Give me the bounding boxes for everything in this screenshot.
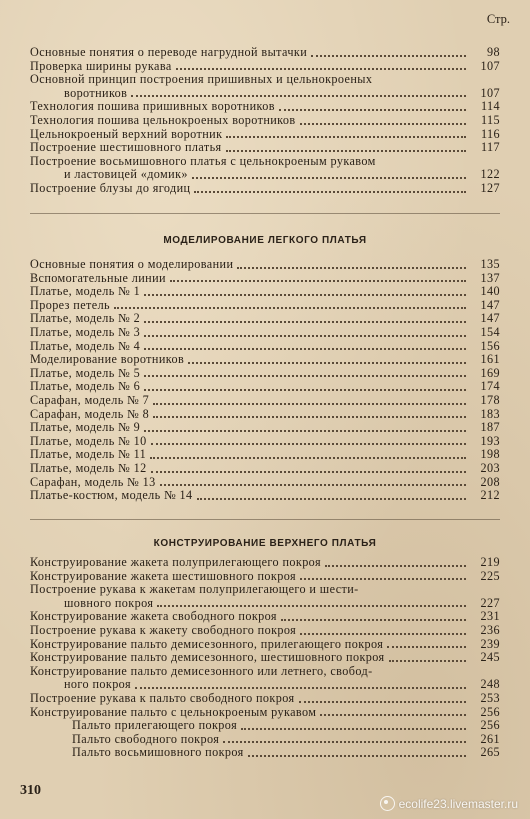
dot-leader — [299, 700, 466, 703]
toc-section-1 — [30, 46, 500, 196]
toc-entry-title: Сарафан, модель № 13 — [30, 474, 156, 489]
dot-leader — [192, 176, 466, 179]
page-number: 310 — [20, 783, 41, 798]
watermark-text: ecolife23.livemaster.ru — [398, 796, 518, 811]
section-divider — [30, 519, 500, 520]
toc-entry — [30, 299, 500, 313]
toc-entry-page: 261 — [480, 731, 500, 746]
dot-leader — [170, 279, 466, 282]
toc-entry-page: 236 — [480, 622, 500, 637]
toc-entry-title: Платье, модель № 11 — [30, 447, 147, 462]
toc-entry — [30, 706, 500, 720]
toc-entry-page: 127 — [480, 180, 500, 195]
toc-entry-page: 156 — [480, 338, 500, 353]
toc-entry-page: 183 — [480, 406, 500, 421]
toc-entry-page: 107 — [480, 85, 500, 100]
toc-entry — [30, 610, 500, 624]
toc-entry-page: 154 — [480, 324, 500, 339]
toc-entry-page: 137 — [480, 270, 500, 285]
toc-entry-title: Конструирование пальто демисезонного, шестишовного покроя — [30, 650, 385, 665]
toc-entry-title: Прорез петель — [30, 297, 111, 312]
toc-entry-page: 239 — [480, 636, 500, 651]
toc-entry-page: 193 — [480, 433, 500, 448]
dot-leader — [144, 320, 466, 323]
dot-leader — [157, 604, 466, 607]
dot-leader — [248, 754, 466, 757]
toc-entry-title: Построение шестишовного платья — [30, 140, 222, 155]
toc-entry-title: Сарафан, модель № 8 — [30, 406, 150, 421]
toc-entry-title: Построение восьмишовного платья с цельнокроеным рукавом — [30, 153, 376, 168]
toc-entry-page: 245 — [480, 650, 500, 665]
toc-entry-title: Цельнокроеный верхний воротник — [30, 126, 223, 141]
dot-leader — [226, 135, 466, 138]
toc-entry-title-continued: шовного покроя — [64, 595, 154, 610]
toc-entry-title: Построение рукава к жакету свободного покроя — [30, 622, 297, 637]
toc-entry-title-continued: ного покроя — [64, 677, 131, 692]
toc-entry-title: Конструирование пальто с цельнокроеным рукавом — [30, 704, 317, 719]
toc-entry-page: 169 — [480, 365, 500, 380]
toc-entry-title: Технология пошива пришивных воротников — [30, 99, 275, 114]
dot-leader — [320, 713, 466, 716]
toc-entry-title: Построение блузы до ягодиц — [30, 180, 191, 195]
toc-entry-title: Платье, модель № 6 — [30, 379, 141, 394]
toc-entry — [30, 624, 500, 638]
page-column-header: Стр. — [486, 12, 510, 26]
toc-entry — [30, 583, 500, 610]
toc-entry — [30, 746, 500, 760]
toc-entry-title: Основные понятия о моделировании — [30, 257, 234, 271]
toc-entry — [30, 367, 500, 381]
toc-entry — [30, 665, 500, 692]
toc-entry-page: 140 — [480, 284, 500, 299]
toc-entry — [30, 182, 500, 196]
toc-entry-page: 115 — [480, 112, 500, 127]
section-title: КОНСТРУИРОВАНИЕ ВЕРХНЕГО ПЛАТЬЯ — [153, 538, 377, 549]
toc-entry — [30, 408, 500, 422]
toc-entry-page: 208 — [480, 474, 500, 489]
dot-leader — [144, 374, 466, 377]
dot-leader — [131, 94, 466, 97]
toc-entry-title: Технология пошива цельнокроеных воротников — [30, 112, 296, 127]
toc-entry — [30, 476, 500, 490]
dot-leader — [241, 727, 466, 730]
toc-entry — [30, 353, 500, 367]
toc-entry-title: Проверка ширины рукава — [30, 58, 172, 73]
toc-entry — [30, 448, 500, 462]
dot-leader — [160, 483, 466, 486]
dot-leader — [226, 149, 466, 152]
dot-leader — [188, 361, 466, 364]
dot-leader — [311, 54, 466, 57]
toc-entry-title: Пальто свободного покроя — [72, 731, 220, 746]
dot-leader — [300, 122, 466, 125]
toc-entry-title: Платье, модель № 9 — [30, 420, 141, 435]
toc-entry-title-continued: воротников — [64, 85, 128, 100]
toc-entry-page: 219 — [480, 555, 500, 569]
toc-entry-title: Основной принцип построения пришивных и цельнокроеных — [30, 72, 373, 87]
toc-entry-page: 248 — [480, 677, 500, 692]
toc-entry — [30, 60, 500, 74]
toc-entry-title: Построение рукава к жакетам полуприлегающего и шести- — [30, 582, 359, 597]
toc-entry-title: Основные понятия о переводе нагрудной вытачки — [30, 45, 308, 59]
toc-entry — [30, 570, 500, 584]
dot-leader — [387, 645, 466, 648]
toc-entry — [30, 114, 500, 128]
toc-entry-page: 198 — [480, 447, 500, 462]
toc-entry-title: Вспомогательные линии — [30, 270, 166, 285]
toc-entry — [30, 462, 500, 476]
dot-leader — [194, 190, 466, 193]
toc-entry-title: Конструирование жакета свободного покроя — [30, 609, 277, 624]
dot-leader — [114, 306, 466, 309]
watermark — [380, 796, 518, 811]
toc-entry — [30, 326, 500, 340]
dot-leader — [150, 456, 466, 459]
toc-entry — [30, 556, 500, 570]
section-title: МОДЕЛИРОВАНИЕ ЛЕГКОГО ПЛАТЬЯ — [163, 235, 367, 246]
toc-entry-title: Платье-костюм, модель № 14 — [30, 488, 193, 503]
dot-leader — [144, 334, 466, 337]
toc-entry-page: 147 — [480, 311, 500, 326]
toc-entry-page: 147 — [480, 297, 500, 312]
toc-section-2 — [30, 258, 500, 503]
toc-entry-title: Пальто прилегающего покроя — [72, 718, 238, 733]
toc-entry — [30, 421, 500, 435]
toc-entry-title: Сарафан, модель № 7 — [30, 392, 150, 407]
toc-entry — [30, 340, 500, 354]
toc-entry-title: Построение рукава к пальто свободного покроя — [30, 690, 295, 705]
toc-entry — [30, 651, 500, 665]
toc-entry-title: Платье, модель № 2 — [30, 311, 141, 326]
dot-leader — [389, 659, 466, 662]
toc-entry — [30, 719, 500, 733]
toc-entry — [30, 692, 500, 706]
toc-entry — [30, 394, 500, 408]
dot-leader — [144, 293, 466, 296]
dot-leader — [176, 67, 466, 70]
toc-entry-page: 225 — [480, 568, 500, 583]
toc-entry-title: Моделирование воротников — [30, 352, 185, 367]
dot-leader — [325, 564, 466, 567]
toc-entry-page: 227 — [480, 595, 500, 610]
toc-section-3 — [30, 556, 500, 760]
dot-leader — [144, 429, 466, 432]
dot-leader — [300, 632, 466, 635]
toc-entry — [30, 435, 500, 449]
toc-entry-page: 253 — [480, 690, 500, 705]
toc-entry-page: 135 — [480, 257, 500, 271]
dot-leader — [237, 266, 466, 269]
toc-entry-page: 231 — [480, 609, 500, 624]
dot-leader — [144, 388, 466, 391]
toc-entry-page: 256 — [480, 704, 500, 719]
toc-entry-page: 161 — [480, 352, 500, 367]
toc-entry-title: Платье, модель № 3 — [30, 324, 141, 339]
toc-entry — [30, 141, 500, 155]
toc-entry — [30, 638, 500, 652]
toc-entry — [30, 285, 500, 299]
toc-entry-title: Платье, модель № 10 — [30, 433, 147, 448]
dot-leader — [144, 347, 466, 350]
toc-entry-title: Платье, модель № 4 — [30, 338, 141, 353]
dot-leader — [197, 497, 466, 500]
dot-leader — [223, 740, 466, 743]
toc-entry-title: Платье, модель № 5 — [30, 365, 141, 380]
toc-entry — [30, 489, 500, 503]
toc-entry-page: 98 — [487, 45, 500, 59]
toc-entry — [30, 73, 500, 100]
toc-entry-page: 265 — [480, 745, 500, 760]
toc-entry-page: 107 — [480, 58, 500, 73]
dot-leader — [151, 442, 466, 445]
toc-entry — [30, 312, 500, 326]
dot-leader — [135, 686, 466, 689]
toc-entry-page: 114 — [480, 99, 500, 114]
toc-entry-title: Пальто восьмишовного покроя — [72, 745, 244, 760]
toc-entry-title: Конструирование пальто демисезонного или летнего, свобод- — [30, 663, 373, 678]
toc-entry — [30, 380, 500, 394]
dot-leader — [300, 577, 466, 580]
toc-entry-page: 187 — [480, 420, 500, 435]
toc-entry-page: 122 — [480, 167, 500, 182]
toc-entry-title: Конструирование жакета шестишовного покроя — [30, 568, 296, 583]
toc-entry — [30, 128, 500, 142]
toc-entry-page: 203 — [480, 460, 500, 475]
toc-entry-page: 174 — [480, 379, 500, 394]
dot-leader — [279, 108, 466, 111]
toc-entry-title: Конструирование пальто демисезонного, прилегающего покроя — [30, 636, 384, 651]
toc-entry-title: Платье, модель № 1 — [30, 284, 141, 299]
toc-entry-page: 256 — [480, 718, 500, 733]
toc-entry — [30, 155, 500, 182]
dot-leader — [281, 618, 466, 621]
dot-leader — [151, 470, 466, 473]
dot-leader — [153, 402, 466, 405]
toc-entry — [30, 733, 500, 747]
toc-entry-page: 117 — [480, 140, 500, 155]
toc-entry — [30, 100, 500, 114]
toc-entry-page: 116 — [480, 126, 500, 141]
toc-entry — [30, 272, 500, 286]
toc-entry-title-continued: и ластовицей «домик» — [64, 167, 188, 182]
watermark-logo-icon — [380, 796, 395, 811]
toc-entry-title: Конструирование жакета полуприлегающего покроя — [30, 555, 321, 569]
section-divider — [30, 213, 500, 214]
toc-entry — [30, 46, 500, 60]
dot-leader — [153, 415, 466, 418]
toc-entry-page: 178 — [480, 392, 500, 407]
toc-entry-page: 212 — [480, 488, 500, 503]
toc-entry — [30, 258, 500, 272]
toc-entry-title: Платье, модель № 12 — [30, 460, 147, 475]
